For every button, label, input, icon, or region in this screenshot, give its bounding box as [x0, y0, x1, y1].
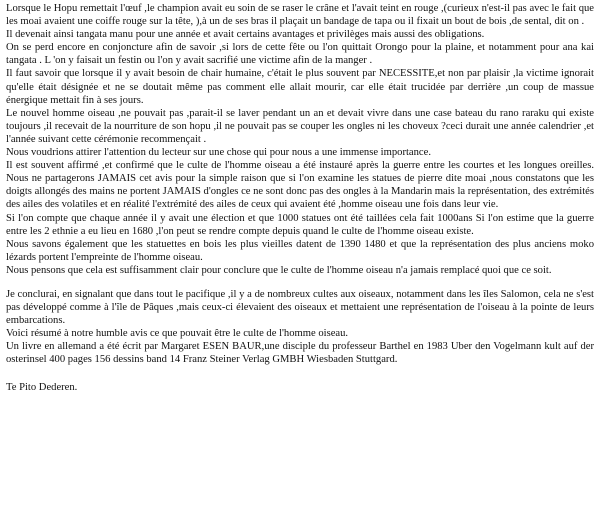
paragraph-thousand-statues: Si l'on compte que chaque année il y avait une élection et que 1000 statues ont été taillées cela fait 1000ans Si l'on estime que la guerre entre les 2 ethnie a eu lieu en 1680 ,l'on peut se rendre compte depuis quand le culte de l'homme oiseau existe.: [6, 212, 594, 237]
paragraph-summary: Voici résumé à notre humble avis ce que pouvait être le culte de l'homme oiseau.: [6, 328, 349, 340]
paragraph-new-bird-man: Le nouvel homme oiseau ,ne pouvait pas ,parait-il se laver pendant un an et devait vivre dans une case bateau du rano raraku qui existe toujours ,il recevait de la nourriture de son hopu ,il ne pouvait pas se couper les ongles ni les choveux ?ceci durait une année calendrier ,et l'année suivant cette cérémonie recommençait .: [6, 107, 594, 145]
paragraph-moai-fingers: Il est souvent affirmé ,et confirmé que le culte de l'homme oiseau a été instauré après la guerre entre les courtes et les longues oreilles. Nous ne partagerons JAMAIS cet avis pour la simple raison que si l'on examine les statues de pierre dite moai ,nous constatons que les doigts allongés des mains ne portent JAMAIS d'ongles ce ne sont donc pas des ongles à la Mandarin mais la représentation, des extrémités des ailes des volatiles et en réalité l'extrémité des ailes de ceux qui avaient été ,homme oiseau une fois dans leur vie.: [6, 160, 594, 211]
paragraph-attention: Nous voudrions attirer l'attention du lecteur sur une chose qui pour nous a une immense importance.: [6, 147, 431, 159]
paragraph-pacific-cults: Je conclurai, en signalant que dans tout le pacifique ,il y a de nombreux cultes aux oiseaux, notamment dans les îles Salomon, cela ne s'est pas développé comme à l'île de Pâques ,mais ceux-ci élevaient des oiseaux et mettaient une représentation de l'oiseau à la pointe de leurs embarcations.: [6, 288, 594, 327]
paragraph-human-flesh: Il faut savoir que lorsque il y avait besoin de chair humaine, c'était le plus souvent par NECESSITE,et non par plaisir ,la victime ignorait qu'elle était désignée et ne se doutait même pas comment elle allait mourir, car elle était trucidée par derrière ,un coup de massue énergique mettait fin à ses jours.: [6, 68, 594, 106]
paragraph-wooden-statuettes: Nous savons également que les statuettes en bois les plus vieilles datent de 1390 1480 et que la représentation des plus anciens moko lézards portent l'empreinte de l'homme oiseau.: [6, 238, 594, 263]
paragraph-egg-ritual: Lorsque le Hopu remettait l'œuf ,le champion avait eu soin de se raser le crâne et l'avait teint en rouge ,(curieux n'est-il pas avec le fait que les moai avaient une coiffe rouge sur la tête, ),à un de ses bras il plaçait un bandage de tapa ou il fixait un bout de bois ,de sental, dit on .: [6, 3, 594, 28]
paragraph-tangata-manu: Il devenait ainsi tangata manu pour une année et avait certains avantages et privilèges mais aussi des obligations.: [6, 29, 485, 41]
paragraph-conclusion-claim: Nous pensons que cela est suffisamment clair pour conclure que le culte de l'homme oiseau n'a jamais remplacé quoi que ce soit.: [6, 264, 552, 276]
paragraph-gap: [6, 277, 594, 288]
paragraph-book-reference: Un livre en allemand a été écrit par Margaret ESEN BAUR,une disciple du professeur Barthel en 1983 Uber den Vogelmann kult auf der osterinsel 400 pages 156 dessins band 14 Franz Steiner Verlag GMBH Wiesbaden Stuttgard.: [6, 341, 594, 366]
author-signature: Te Pito Dederen.: [6, 381, 78, 393]
paragraph-orongo-feast: On se perd encore en conjoncture afin de savoir ,si lors de cette fête ou l'on quittait Orongo pour la plaine, et notamment pour ana kai tangata . L 'on y faisait un festin ou l'on y avait sacrifié une victime afin de la manger .: [6, 42, 594, 67]
